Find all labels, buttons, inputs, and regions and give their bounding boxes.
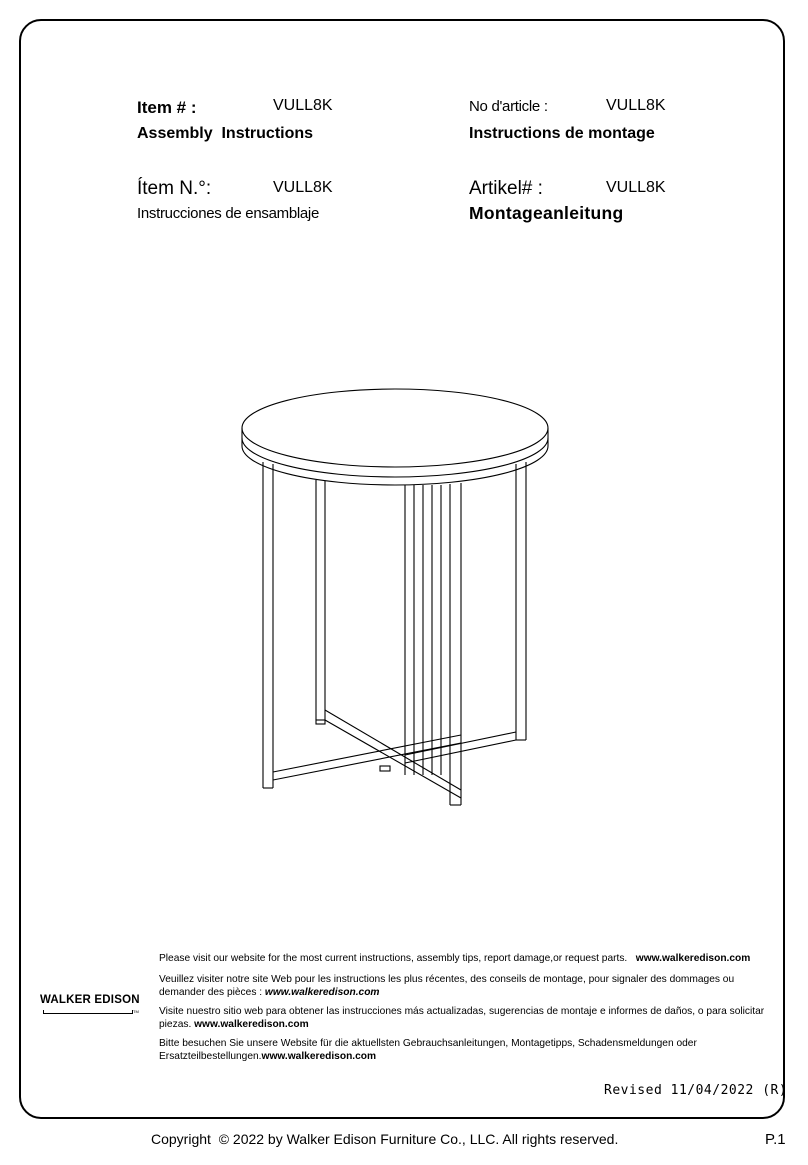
copyright-notice: Copyright © 2022 by Walker Edison Furniture Co., LLC. All rights reserved. (151, 1131, 619, 1147)
item-label-es: Ítem N.°: (137, 178, 212, 199)
page-number: P.1 (765, 1131, 786, 1148)
item-code-en: VULL8K (273, 97, 333, 114)
website-link-de[interactable]: www.walkeredison.com (261, 1050, 377, 1062)
item-code-es: VULL8K (273, 179, 333, 196)
walker-edison-logo (40, 994, 140, 1020)
assembly-title-es: Instrucciones de ensamblaje (137, 205, 320, 222)
assembly-title-fr: Instructions de montage (469, 125, 655, 142)
logo-text: WALKER EDISON (40, 994, 140, 1006)
logo-underline (43, 1010, 133, 1014)
assembly-title-en: Assembly Instructions (137, 125, 314, 142)
assembly-title-de: Montageanleitung (469, 203, 624, 223)
website-link-en[interactable]: www.walkeredison.com (635, 953, 751, 964)
item-code-de: VULL8K (606, 179, 666, 196)
website-link-es[interactable]: www.walkeredison.com (194, 1018, 309, 1030)
side-table-illustration (230, 380, 560, 810)
note-de: Bitte besuchen Sie unsere Website für die aktuellsten Gebrauchsanleitungen, Montagetipps, Schadensmeldungen oder Ersatzteilbestellungen.www.walkeredison.com (159, 1038, 697, 1062)
note-fr: Veuillez visiter notre site Web pour les instructions les plus récentes, des conseils de montage, pour signaler des dommages ou demander des pièces : www.walkeredison.com (159, 974, 735, 998)
logo-trademark: TM (133, 1009, 139, 1014)
revision-date: Revised 11/04/2022 (R) (604, 1083, 788, 1098)
item-label-en: Item # : (137, 98, 197, 117)
note-en: Please visit our website for the most current instructions, assembly tips, report damage,or request parts. www.walkeredison.com (159, 953, 751, 964)
item-code-fr: VULL8K (606, 97, 666, 114)
note-es: Visite nuestro sitio web para obtener las instrucciones más actualizadas, sugerencias de montaje e informes de daños, o para solicitar piezas. www.walkeredison.com (159, 1006, 765, 1030)
item-label-de: Artikel# : (469, 178, 543, 199)
item-label-fr: No d'article : (469, 98, 548, 115)
website-link-fr[interactable]: www.walkeredison.com (264, 986, 380, 998)
